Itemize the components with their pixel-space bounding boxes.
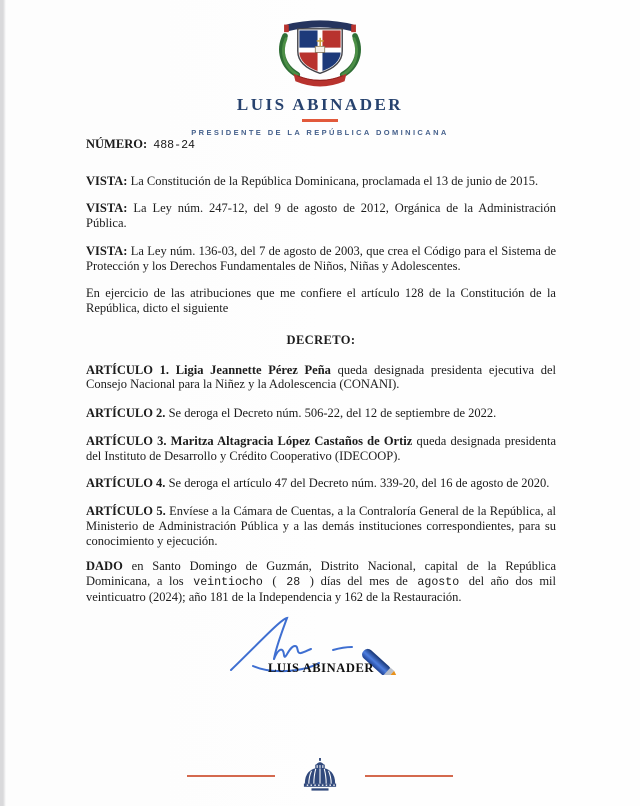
decree-number-value: 488-24 xyxy=(153,139,195,152)
dado-text-2: ( xyxy=(265,574,284,589)
letterhead-subtitle: PRESIDENTE DE LA REPÚBLICA DOMINICANA xyxy=(191,128,449,137)
vista-paragraph-3 xyxy=(86,244,556,274)
article-1-lead: ARTÍCULO 1. Ligia Jeannette Pérez Peña xyxy=(86,362,331,377)
vista-paragraph-2 xyxy=(86,201,556,231)
footer xyxy=(0,758,640,794)
decreto-heading: DECRETO: xyxy=(286,332,356,347)
president-name: LUIS ABINADER xyxy=(236,95,404,114)
vista-3-text: La Ley núm. 136-03, del 7 de agosto de 2003, que crea el Código para el Sistema de Protección y los Derechos Fundamentales de Niños, Niñas y Adolescentes. xyxy=(86,243,556,273)
coat-of-arms-icon xyxy=(268,12,372,92)
vista-2-lead: VISTA: xyxy=(86,201,128,216)
signatory-name: LUIS ABINADER xyxy=(267,660,375,675)
article-paragraph-5 xyxy=(86,504,556,548)
article-1-text: queda designada presidenta ejecutiva del Consejo Nacional para la Niñez y la Adolescencia (CONANI). xyxy=(86,362,556,392)
article-3-text: queda designada presidenta del Instituto de Desarrollo y Crédito Cooperativo (IDECOOP). xyxy=(86,433,556,463)
dado-month: agosto xyxy=(417,576,460,590)
letterhead xyxy=(0,0,640,137)
dado-lead: DADO xyxy=(86,559,123,574)
footer-left-line xyxy=(187,775,275,777)
article-2-lead: ARTÍCULO 2. xyxy=(86,406,166,421)
decree-number-label: NÚMERO: xyxy=(86,137,148,151)
dado-day-word: veintiocho xyxy=(193,576,263,590)
article-paragraph-3 xyxy=(86,434,556,464)
article-3-lead: ARTÍCULO 3. Maritza Altagracia López Castaños de Ortiz xyxy=(86,433,413,448)
vista-2-text: La Ley núm. 247-12, del 9 de agosto de 2012, Orgánica de la Administración Pública. xyxy=(86,201,556,231)
article-paragraph-1 xyxy=(86,363,556,393)
preamble-paragraph: En ejercicio de las atribuciones que me confiere el artículo 128 de la Constitución de la República, dicto el siguiente xyxy=(86,286,556,316)
footer-right-line xyxy=(365,775,453,777)
article-5-text: Envíese a la Cámara de Cuentas, a la Contraloría General de la República, al Ministerio de Administración Pública y a las demás instituciones correspondientes, para su conocimiento y ejecución. xyxy=(86,504,556,548)
article-4-text: Se deroga el artículo 47 del Decreto núm. 339-20, del 16 de agosto de 2020. xyxy=(165,476,550,491)
dado-text-1: en Santo Domingo de Guzmán, Distrito Nacional, capital de la República Dominicana, a los xyxy=(86,559,556,589)
decree-body xyxy=(0,137,640,675)
article-paragraph-2 xyxy=(86,406,556,421)
article-paragraph-4 xyxy=(86,476,556,491)
decree-number xyxy=(86,137,556,153)
vista-3-lead: VISTA: xyxy=(86,243,128,258)
vista-1-text: La Constitución de la República Dominicana, proclamada el 13 de junio de 2015. xyxy=(127,173,539,188)
dado-text-4: del año dos mil veinticuatro (2024); año 181 de la Independencia y 162 de la Restauración. xyxy=(86,574,557,604)
vista-1-lead: VISTA: xyxy=(86,173,128,188)
article-2-text: Se deroga el Decreto núm. 506-22, del 12 de septiembre de 2022. xyxy=(165,406,497,421)
dado-paragraph xyxy=(86,559,556,604)
dado-day-number: 28 xyxy=(286,576,301,590)
dado-text-3: ) días del mes de xyxy=(303,574,415,589)
article-5-lead: ARTÍCULO 5. xyxy=(86,504,166,519)
palace-dome-icon xyxy=(301,758,339,794)
article-4-lead: ARTÍCULO 4. xyxy=(86,476,166,491)
letterhead-red-rule xyxy=(302,119,338,122)
signature-block xyxy=(86,609,556,676)
vista-paragraph-1 xyxy=(86,174,556,189)
